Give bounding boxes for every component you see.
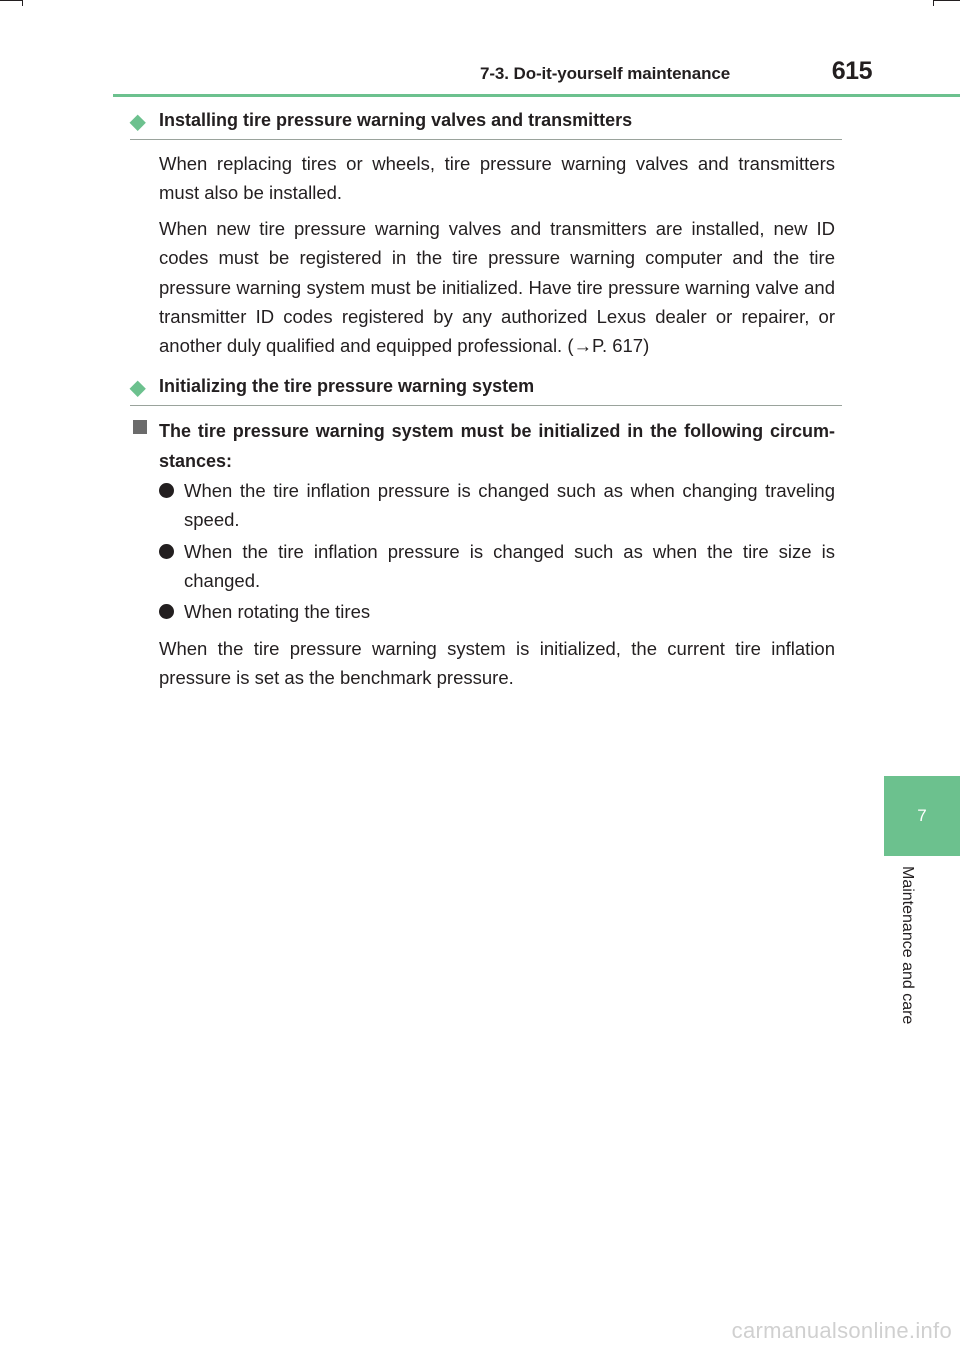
crop-mark xyxy=(933,0,934,6)
subheading-text: Initializing the tire pressure warning system xyxy=(159,376,535,396)
subheading-installing xyxy=(130,109,842,140)
paragraph: When new tire pressure warning valves and transmitters are installed, new ID codes must be registered in the tire pressure warning computer and the tire pressure warning system must be initialized. Have tire pressure warning valve and transmitter ID codes registered by any authorized Lexus dealer or repairer, or another duly qualified and equipped professional. (→P. 617) xyxy=(159,218,835,357)
paragraph: When replacing tires or wheels, tire pressure warning valves and transmitters must also be installed. xyxy=(159,153,835,204)
paragraph: When the tire pressure warning system is initialized, the current tire inflation pressure is set as the benchmark pressure. xyxy=(159,638,835,689)
diamond-icon: ◆ xyxy=(130,377,146,399)
diamond-icon: ◆ xyxy=(130,111,146,133)
crop-mark xyxy=(22,0,23,6)
section-title: 7-3. Do-it-yourself maintenance xyxy=(480,64,731,83)
crop-mark xyxy=(933,0,960,1)
chapter-tab xyxy=(884,776,960,856)
bullet-icon xyxy=(159,604,174,619)
bullet-icon xyxy=(159,544,174,559)
list-item-text: When the tire inflation pressure is changed such as when changing traveling speed. xyxy=(184,480,835,531)
condition-heading xyxy=(133,416,835,476)
square-bullet-icon xyxy=(133,420,147,434)
bullet-icon xyxy=(159,483,174,498)
list-item-text: When the tire inflation pressure is changed such as when the tire size is changed. xyxy=(184,541,835,592)
subheading-text: Installing tire pressure warning valves and transmitters xyxy=(159,110,633,130)
subheading-initializing xyxy=(130,375,842,406)
chapter-number: 7 xyxy=(917,806,927,825)
list-item xyxy=(159,597,835,626)
chapter-title: Maintenance and care xyxy=(899,866,916,1025)
watermark: carmanualsonline.info xyxy=(731,1318,952,1343)
list-item xyxy=(159,476,835,535)
condition-heading-text: The tire pressure warning system must be initialized in the following circum-stances: xyxy=(159,421,835,471)
list-item-text: When rotating the tires xyxy=(184,601,371,622)
list-item xyxy=(159,537,835,596)
page-number: 615 xyxy=(831,57,872,85)
header-divider xyxy=(113,94,960,97)
crop-mark xyxy=(0,0,22,1)
